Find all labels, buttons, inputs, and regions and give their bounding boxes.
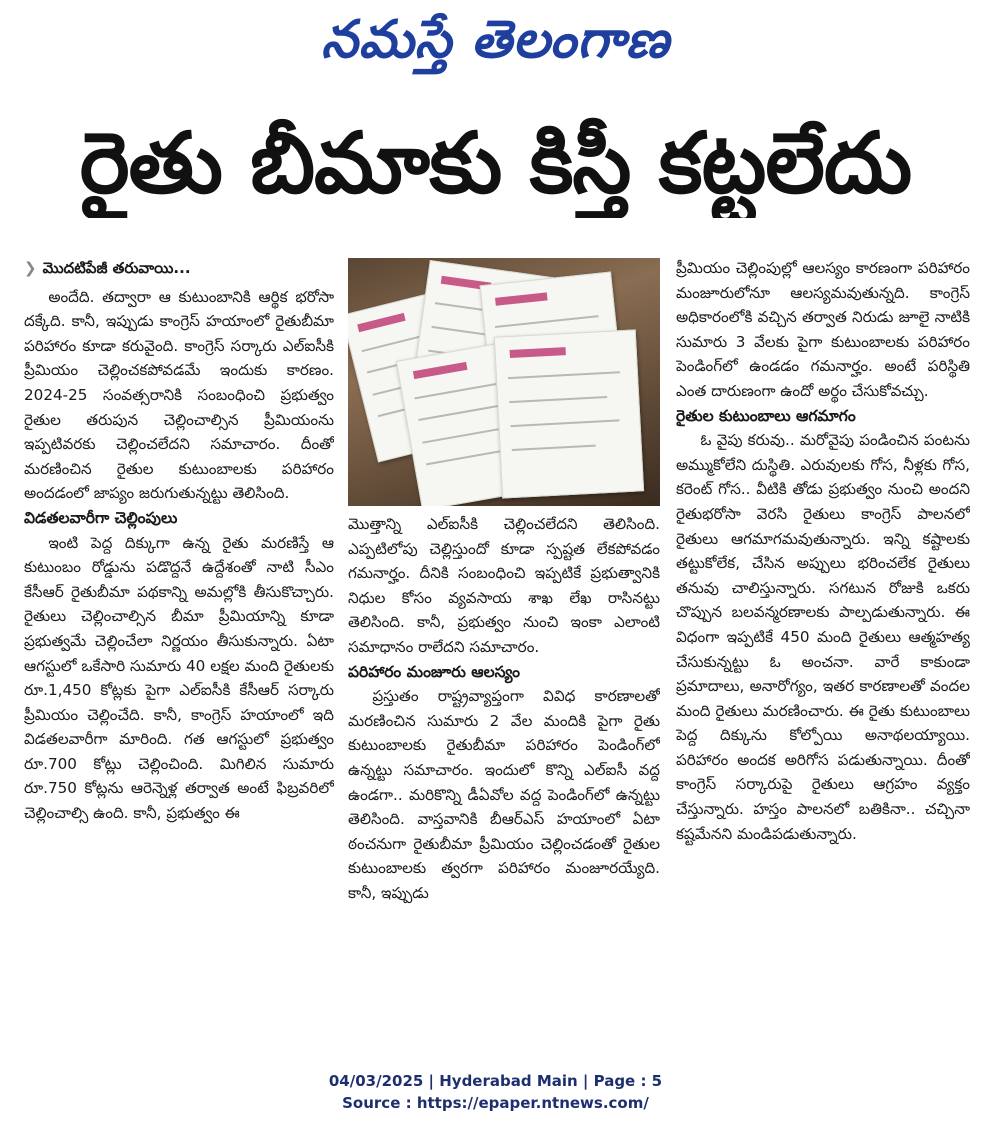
subheading: విడతలవారీగా చెల్లింపులు bbox=[24, 508, 178, 527]
paragraph: ఓ వైపు కరువు.. మరోవైపు పండించిన పంటను అమ్ముకోలేని దుస్థితి. ఎరువులకు గోస, నీళ్లకు గోస, కరెంట్ గోస.. వీటికి తోడు ప్రభుత్వం నుంచి అందని రైతుభరోసా వెరసి రైతులు కాంగ్రెస్ పాలనలో రైతులు ఆగమాగమవుతున్నారు. ఇన్ని కష్టాలకు తట్టుకోలేక, చేసిన అప్పులు భరించలేక రైతులు తనువు చాలిస్తున్నారు. సగటున రోజుకి ఒకరు చొప్పున బలవన్మరణాలకు పాల్పడుతున్నారు. ఈ విధంగా ఇప్పటికే 450 మంది రైతులు ఆత్మహత్య చేసుకున్నట్టు ఓ అంచనా. వారే కాకుండా ప్రమాదాలు, అనారోగ్యం, ఇతర కారణాలతో వందల మంది రైతులు మరణించారు. ఈ రైతు కుటుంబాలు పెద్ద దిక్కును కోల్పోయి అనాథలయ్యాయి. పరిహారం అందక అరిగోస పడుతున్నాయి. దీంతో కాంగ్రెస్ సర్కారుపై రైతులు ఆగ్రహం వ్యక్తం చేస్తున్నారు. హస్తం పాలనలో బతికినా.. చచ్చినా కష్టమేనని మండిపడుతున్నారు. bbox=[676, 431, 970, 843]
kicker-text: మొదటిపేజీ తరువాయి... bbox=[42, 259, 191, 277]
headline-text: రైతు బీమాకు కిస్తీ కట్టలేదు bbox=[79, 114, 912, 212]
paragraph: ప్రీమియం చెల్లింపుల్లో ఆలస్యం కారణంగా పరిహారం మంజూరులోనూ ఆలస్యమవుతున్నది. కాంగ్రెస్ అధికారంలోకి వచ్చిన తర్వాత నిరుడు జూలై నాటికి సుమారు 3 వేలకు పైగా కుటుంబాలకు పరిహారం పెండింగ్‌లో ఉండడం గమనార్హం. అంటే పరిస్థితి ఎంత దారుణంగా ఉందో అర్థం చేసుకోవచ్చు. bbox=[676, 259, 970, 400]
paragraph: మొత్తాన్ని ఎల్ఐసీకి చెల్లించలేదని తెలిసింది. ఎప్పటిలోపు చెల్లిస్తుందో కూడా స్పష్టత లేకపోవడం గమనార్హం. దీనికి సంబంధించి ఇప్పటికే ప్రభుత్వానికి నిధుల కోసం వ్యవసాయ శాఖ లేఖ రాసినట్టు తెలిసింది. కానీ, ప్రభుత్వం నుంచి ఇంకా ఎలాంటి సమాధానం రాలేదని సమాచారం. bbox=[348, 515, 660, 656]
headline bbox=[14, 108, 977, 218]
insurance-forms-photo bbox=[348, 258, 660, 506]
article-column-1 bbox=[24, 256, 334, 1046]
paragraph: ఇంటి పెద్ద దిక్కుగా ఉన్న రైతు మరణిస్తే ఆ కుటుంబం రోడ్డును పడొద్దనే ఉద్దేశంతో నాటి సీఎం కేసీఆర్ రైతుబీమా పథకాన్ని అమల్లోకి తీసుకొచ్చారు. రైతులు చెల్లించాల్సిన బీమా ప్రీమియాన్ని కూడా ప్రభుత్వమే చెల్లించేలా నిర్ణయం తీసుకున్నారు. ఏటా ఆగస్టులో ఒకేసారి సుమారు 40 లక్షల మంది రైతులకు రూ.1,450 కోట్లకు పైగా ఎల్ఐసీకి కేసీఆర్ సర్కారు ప్రీమియం చెల్లించేది. కానీ, కాంగ్రెస్ హయాంలో ఇది విడతలవారీగా మారింది. గత ఆగస్టులో ప్రభుత్వం రూ.700 కోట్లు చెల్లించింది. మిగిలిన సుమారు రూ.750 కోట్లను ఆరెన్నెళ్ల తర్వాత అంటే ఫిబ్రవరిలో చెల్లించాల్సి ఉంది. కానీ, ప్రభుత్వం ఈ bbox=[24, 533, 334, 823]
article-column-3 bbox=[676, 256, 970, 1046]
masthead-logo bbox=[0, 4, 991, 76]
continued-kicker bbox=[24, 256, 334, 281]
paragraph: ప్రస్తుతం రాష్ట్రవ్యాప్తంగా వివిధ కారణాలతో మరణించిన సుమారు 2 వేల మందికి పైగా రైతు కుటుంబాలకు రైతుబీమా పరిహారం పెండింగ్‌లో ఉన్నట్టు సమాచారం. ఇందులో కొన్ని ఎల్ఐసీ వద్ద ఉండగా.. మరికొన్ని డీఏవోల వద్ద పెండింగ్‌లో ఉన్నట్టు తెలిసింది. వాస్తవానికి బీఆర్ఎస్ హయాంలో ఏటా ఠంచనుగా రైతుబీమా ప్రీమియం చెల్లించడంతో రైతుల కుటుంబాలకు త్వరగా పరిహారం మంజూరయ్యేది. కానీ, ఇప్పుడు bbox=[348, 687, 660, 902]
source-link[interactable]: Source : https://epaper.ntnews.com/ bbox=[342, 1094, 649, 1112]
masthead-title: నమస్తే తెలంగాణ bbox=[321, 10, 670, 70]
paragraph: అందేది. తద్వారా ఆ కుటుంబానికి ఆర్థిక భరోసా దక్కేది. కానీ, ఇప్పుడు కాంగ్రెస్ హయాంలో రైతుబీమా పరిహారం కూడా కరువైంది. కాంగ్రెస్ సర్కారు ఎల్ఐసీకి ప్రీమియం చెల్లించకపోవడమే ఇందుకు కారణం. 2024-25 సంవత్సరానికి సంబంధించి ప్రభుత్వం రైతుల తరుపున చెల్లించాల్సిన ప్రీమియంను ఇప్పటివరకు చెల్లించలేదని సమాచారం. దీంతో మరణించిన రైతుల కుటుంబాలకు పరిహారం అందడంలో జాప్యం జరుగుతున్నట్టు తెలిసింది. bbox=[24, 287, 334, 503]
edition-info: 04/03/2025 | Hyderabad Main | Page : 5 bbox=[328, 1072, 663, 1090]
article-column-2 bbox=[348, 512, 660, 1046]
chevron-right-icon: ❯ bbox=[24, 259, 37, 277]
subheading: పరిహారం మంజూరు ఆలస్యం bbox=[348, 662, 520, 681]
subheading: రైతుల కుటుంబాలు ఆగమాగం bbox=[676, 406, 856, 425]
